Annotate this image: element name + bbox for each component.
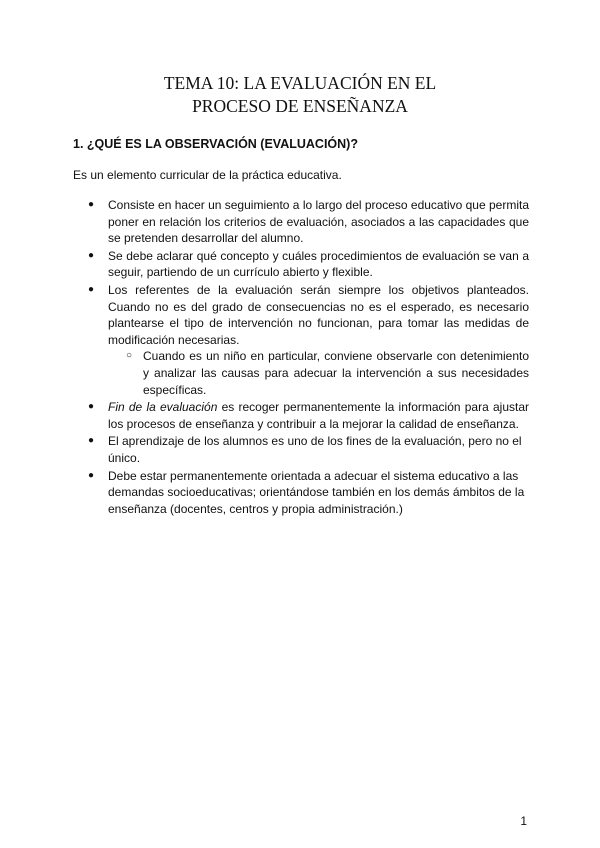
sub-list-item-text: Cuando es un niño en particular, conviene observarle con detenimiento y analizar las causas para adecuar la intervención a sus necesidades específicas. (143, 349, 529, 397)
list-item-text: es recoger permanentemente la información para ajustar los procesos de enseñanza y contribuir a la mejorar la calidad de enseñanza. (108, 400, 530, 431)
bullet-icon: ● (88, 401, 95, 413)
bullet-icon: ● (88, 469, 95, 481)
page-number: 1 (520, 814, 527, 828)
list-item (73, 468, 529, 518)
list-item-emphasis: Fin de la evaluación (108, 400, 218, 415)
intro-paragraph: Es un elemento curricular de la práctica educativa. (73, 168, 342, 182)
list-item-text: Los referentes de la evaluación serán siempre los objetivos planteados. Cuando no es del grado de consecuencias no es el esperado, es necesario plantearse el tipo de intervención no funcionan, para tomar las medidas de modificación necesarias. (108, 282, 529, 347)
title-line-2: PROCESO DE ENSEÑANZA (192, 96, 408, 116)
list-item-text: Se debe aclarar qué concepto y cuáles procedimientos de evaluación se van a seguir, partiendo de un currículo abierto y flexible. (108, 248, 529, 280)
list-item-text: Debe estar permanentemente orientada a adecuar el sistema educativo a las demandas socioeducativas; orientándose también en los demás ámbitos de la enseñanza (docentes, centros y propia administración.) (108, 468, 525, 516)
list-item (73, 248, 529, 281)
sub-bullet-icon: ○ (126, 350, 133, 362)
list-item (73, 197, 529, 247)
title-line-1: TEMA 10: LA EVALUACIÓN EN EL (163, 73, 437, 93)
bullet-icon: ● (88, 249, 95, 261)
list-item (73, 282, 529, 398)
bullet-list (73, 197, 529, 518)
list-item-text: El aprendizaje de los alumnos es uno de los fines de la evaluación, pero no el único. (108, 434, 522, 465)
sub-list-item (108, 348, 529, 398)
bullet-icon: ● (88, 283, 95, 295)
section-heading: 1. ¿QUÉ ES LA OBSERVACIÓN (EVALUACIÓN)? (73, 137, 358, 151)
list-item (73, 399, 529, 432)
bullet-icon: ● (88, 199, 95, 210)
bullet-icon: ● (88, 435, 95, 447)
page-title (0, 72, 600, 118)
list-item-text: Consiste en hacer un seguimiento a lo largo del proceso educativo que permita poner en relación los criterios de evaluación, asociados a las capacidades que se pretenden desarrollar del alumno. (108, 198, 529, 246)
list-item (73, 433, 529, 466)
sub-bullet-list (108, 348, 529, 398)
